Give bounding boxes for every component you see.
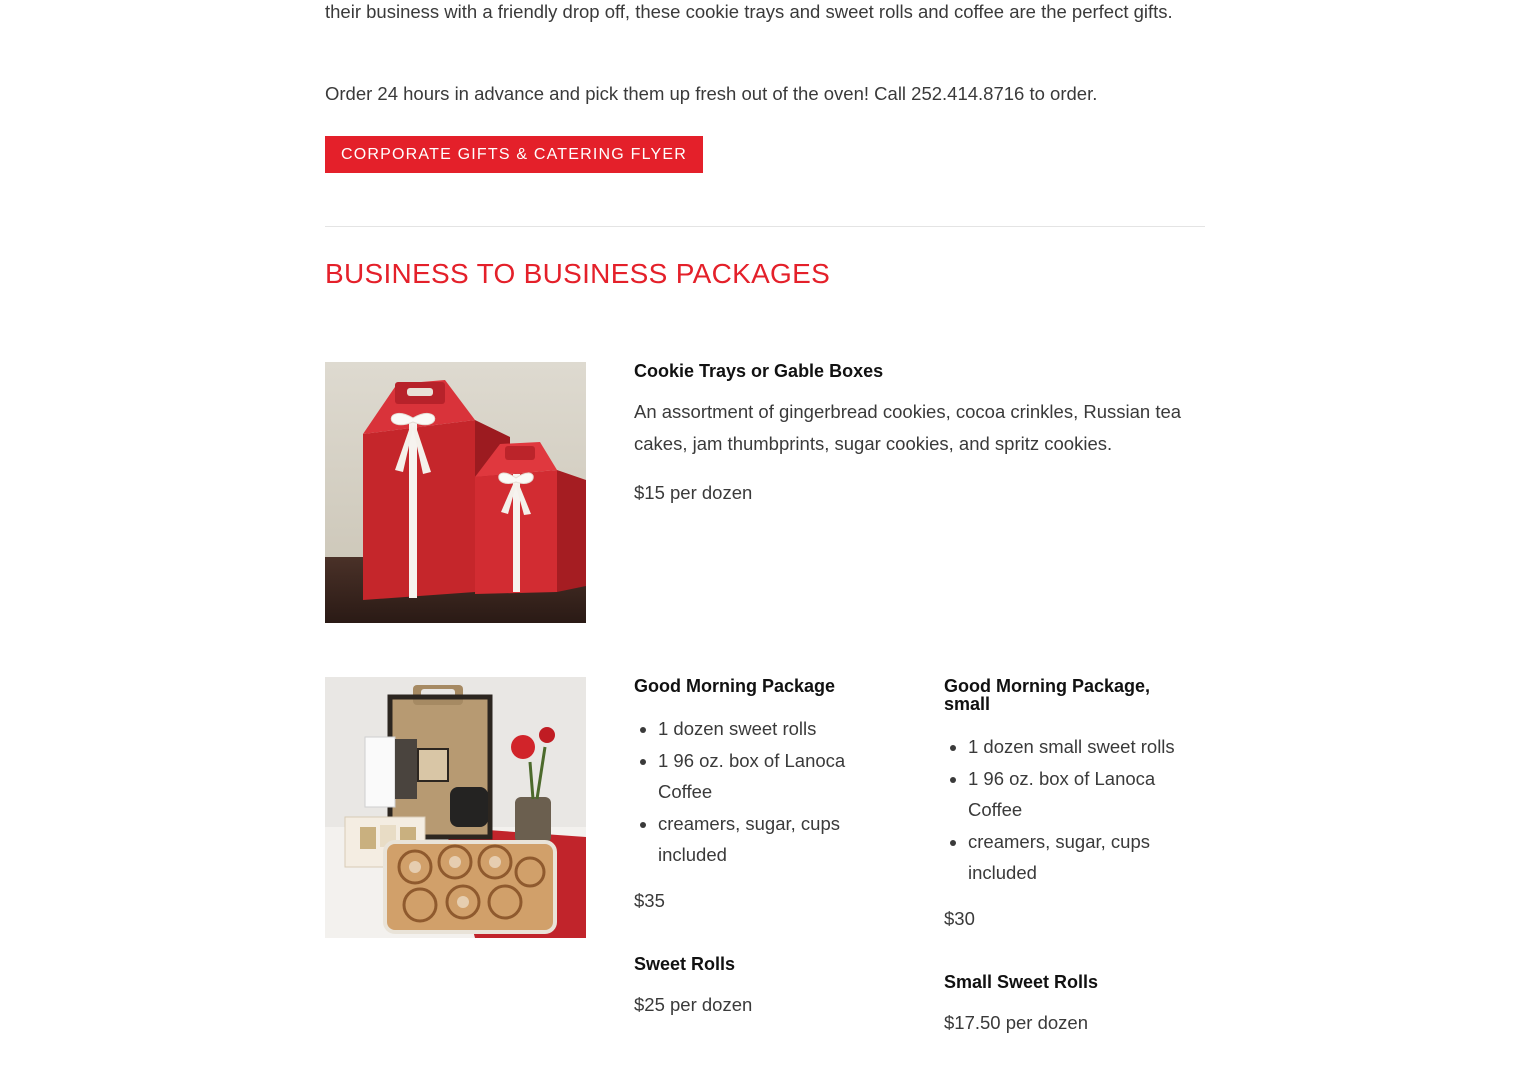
- list-item: • 1 96 oz. box of Lanoca Coffee: [968, 763, 1184, 826]
- good-morning-small-title: Good Morning Package, small: [944, 676, 1151, 714]
- good-morning-small-price: $30: [944, 907, 975, 929]
- sweet-rolls-product: [634, 955, 894, 1021]
- list-item: • 1 dozen small sweet rolls: [968, 731, 1184, 763]
- gable-boxes-image: [325, 362, 586, 623]
- good-morning-small-items: [944, 731, 1184, 889]
- cookie-trays-price: $15 per dozen: [634, 482, 753, 503]
- cookie-trays-product: [634, 362, 1199, 509]
- good-morning-package-image: [325, 677, 586, 938]
- list-item: • 1 96 oz. box of Lanoca Coffee: [658, 745, 874, 808]
- small-sweet-rolls-product: [944, 973, 1204, 1039]
- list-item: • 1 dozen sweet rolls: [658, 713, 874, 745]
- section-divider: [325, 226, 1205, 227]
- corporate-gifts-flyer-button[interactable]: CORPORATE GIFTS & CATERING FLYER: [325, 136, 703, 173]
- sweet-rolls-price: $25 per dozen: [634, 994, 753, 1015]
- intro-paragraph: their business with a friendly drop off, these cookie trays and sweet rolls and coffee are the perfect gifts.: [325, 1, 1173, 22]
- cookie-trays-title: Cookie Trays or Gable Boxes: [634, 361, 884, 381]
- sweet-rolls-title: Sweet Rolls: [634, 954, 736, 974]
- section-title: BUSINESS TO BUSINESS PACKAGES: [325, 258, 831, 289]
- order-instructions: Order 24 hours in advance and pick them up fresh out of the oven! Call 252.414.8716 to order.: [325, 83, 1098, 104]
- list-item: • creamers, sugar, cups included: [658, 808, 874, 871]
- good-morning-title: Good Morning Package: [634, 676, 836, 696]
- good-morning-price: $35: [634, 889, 665, 911]
- small-sweet-rolls-price: $17.50 per dozen: [944, 1012, 1089, 1033]
- list-item: • creamers, sugar, cups included: [968, 826, 1184, 889]
- good-morning-package: [634, 677, 874, 916]
- good-morning-items: [634, 713, 874, 871]
- good-morning-small-package: [944, 677, 1184, 934]
- small-sweet-rolls-title: Small Sweet Rolls: [944, 972, 1099, 992]
- cookie-trays-description: An assortment of gingerbread cookies, cocoa crinkles, Russian tea cakes, jam thumbprints, sugar cookies, and spritz cookies.: [634, 401, 1182, 454]
